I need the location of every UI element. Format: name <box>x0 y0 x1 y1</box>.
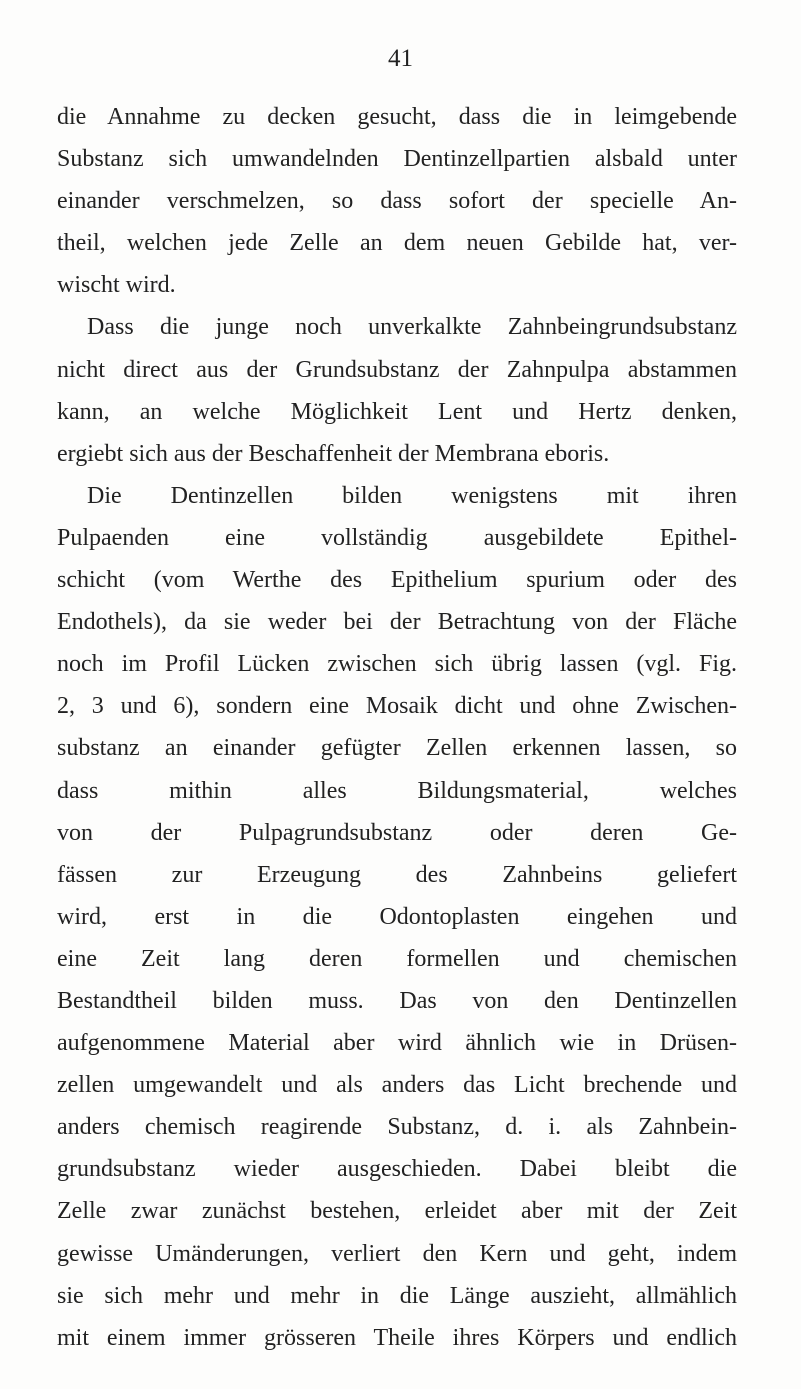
text-line: grundsubstanz wieder ausgeschieden. Dabei bleibt die <box>57 1156 737 1183</box>
text-line: anders chemisch reagirende Substanz, d. i. als Zahnbein- <box>57 1114 737 1141</box>
text-line: theil, welchen jede Zelle an dem neuen Gebilde hat, ver- <box>57 230 737 257</box>
text-line: zellen umgewandelt und als anders das Licht brechende und <box>57 1072 737 1099</box>
text-line: eine Zeit lang deren formellen und chemischen <box>57 945 737 972</box>
text-line: fässen zur Erzeugung des Zahnbeins geliefert <box>57 861 737 888</box>
text-line: Zelle zwar zunächst bestehen, erleidet aber mit der Zeit <box>57 1198 737 1225</box>
text-line: sie sich mehr und mehr in die Länge auszieht, allmählich <box>57 1282 737 1309</box>
text-line: wird, erst in die Odontoplasten eingehen und <box>57 903 737 930</box>
text-line: Endothels), da sie weder bei der Betrachtung von der Fläche <box>57 609 737 636</box>
body-text <box>57 96 737 1359</box>
text-line: Bestandtheil bilden muss. Das von den Dentinzellen <box>57 987 737 1014</box>
text-line: wischt wird. <box>57 272 176 299</box>
text-line: Dass die junge noch unverkalkte Zahnbeingrundsubstanz <box>87 314 737 341</box>
text-line: die Annahme zu decken gesucht, dass die in leimgebende <box>57 104 737 130</box>
text-line: dass mithin alles Bildungsmaterial, welches <box>57 777 737 804</box>
text-line: mit einem immer grösseren Theile ihres Körpers und endlich <box>57 1324 737 1351</box>
text-line: einander verschmelzen, so dass sofort der specielle An- <box>57 188 737 215</box>
text-line: kann, an welche Möglichkeit Lent und Hertz denken, <box>57 398 737 425</box>
text-line: aufgenommene Material aber wird ähnlich wie in Drüsen- <box>57 1030 737 1057</box>
text-line: nicht direct aus der Grundsubstanz der Zahnpulpa abstammen <box>57 356 737 383</box>
text-line: 2, 3 und 6), sondern eine Mosaik dicht und ohne Zwischen- <box>57 693 737 720</box>
text-line: Die Dentinzellen bilden wenigstens mit ihren <box>87 482 737 509</box>
page-number: 41 <box>388 45 413 72</box>
text-line: Pulpaenden eine vollständig ausgebildete Epithel- <box>57 524 737 551</box>
text-line: ergiebt sich aus der Beschaffenheit der Membrana eboris. <box>57 440 610 467</box>
text-line: noch im Profil Lücken zwischen sich übrig lassen (vgl. Fig. <box>57 651 737 678</box>
text-line: von der Pulpagrundsubstanz oder deren Ge- <box>57 819 737 846</box>
text-line: schicht (vom Werthe des Epithelium spurium oder des <box>57 567 737 594</box>
text-line: substanz an einander gefügter Zellen erkennen lassen, so <box>57 735 737 762</box>
text-line: gewisse Umänderungen, verliert den Kern und geht, indem <box>57 1240 737 1267</box>
text-line: Substanz sich umwandelnden Dentinzellpartien alsbald unter <box>57 146 737 173</box>
